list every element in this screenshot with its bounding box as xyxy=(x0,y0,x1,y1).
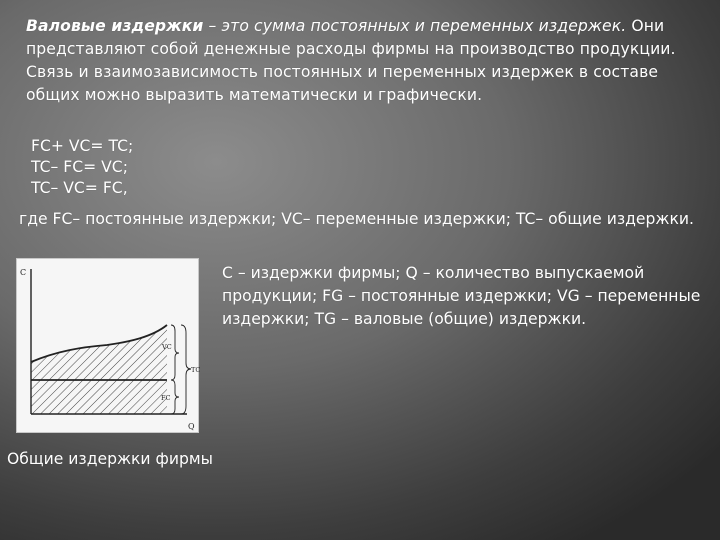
definition-text: Они представляют собой денежные расходы фирмы на производство продукции. Связь и взаимозависимость постоянных и переменных издержек в составе общих можно выразить математически и графически. xyxy=(26,17,676,104)
cost-graph xyxy=(16,258,199,433)
y-axis-label: C xyxy=(20,268,27,277)
legend-text: где FC– постоянные издержки; VC– переменные издержки; TC– общие издержки. xyxy=(19,210,694,228)
figure-title: Общие издержки фирмы xyxy=(7,450,213,468)
term-gross-costs: Валовые издержки xyxy=(26,17,204,35)
cost-graph-svg xyxy=(17,259,201,432)
x-axis-label: Q xyxy=(188,422,195,431)
formula-3: TC– VC= FC, xyxy=(31,179,128,197)
graph-caption: C – издержки фирмы; Q – количество выпускаемой продукции; FG – постоянные издержки; VG – переменные издержки; TG – валовые (общие) издержки. xyxy=(222,264,701,328)
formula-1: FC+ VC= TC; xyxy=(31,137,134,155)
tc-area xyxy=(31,325,167,414)
fc-label: FC xyxy=(161,394,171,402)
definition-italic: – это сумма постоянных и переменных издержек. xyxy=(203,17,627,35)
tc-label: TC xyxy=(191,366,201,374)
intro-paragraph xyxy=(26,15,706,107)
fc-brace xyxy=(171,380,179,414)
vc-brace xyxy=(171,325,179,380)
vc-label: VC xyxy=(162,343,172,351)
formula-2: TC– FC= VC; xyxy=(31,158,128,176)
tc-brace xyxy=(181,325,191,414)
